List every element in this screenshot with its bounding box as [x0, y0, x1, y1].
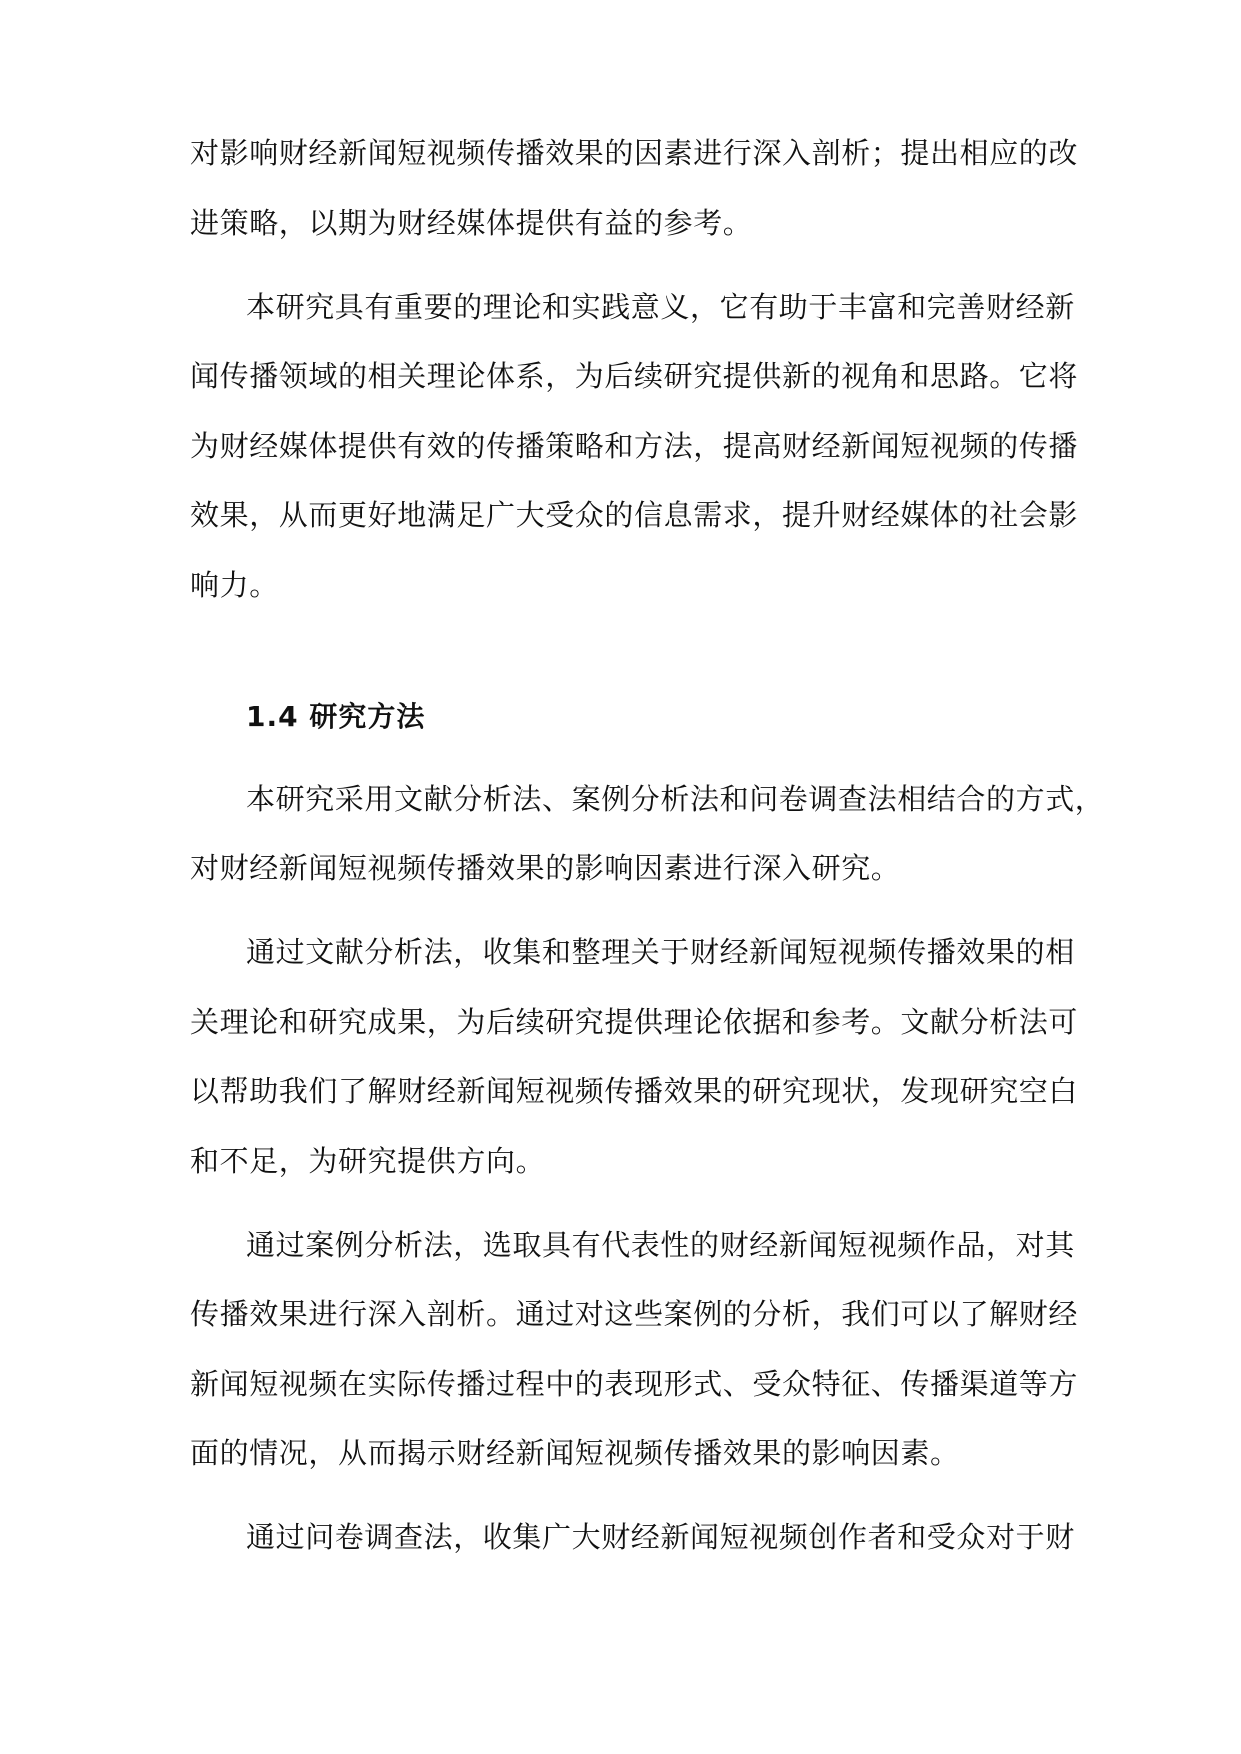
section-paragraph-3-line-2: 传播效果进行深入剖析。通过对这些案例的分析，我们可以了解财经 [190, 1297, 1079, 1331]
paragraph-2-line-4: 效果，从而更好地满足广大受众的信息需求，提升财经媒体的社会影 [190, 498, 1079, 532]
paragraph-2-line-2: 闻传播领域的相关理论体系，为后续研究提供新的视角和思路。它将 [190, 359, 1079, 393]
section-paragraph-2-line-1: 通过文献分析法，收集和整理关于财经新闻短视频传播效果的相 [246, 935, 1075, 969]
section-paragraph-2-line-3: 以帮助我们了解财经新闻短视频传播效果的研究现状，发现研究空白 [190, 1074, 1079, 1108]
section-paragraph-3-line-3: 新闻短视频在实际传播过程中的表现形式、受众特征、传播渠道等方 [190, 1367, 1079, 1401]
paragraph-2-line-1: 本研究具有重要的理论和实践意义，它有助于丰富和完善财经新 [246, 290, 1075, 324]
paragraph-2-line-3: 为财经媒体提供有效的传播策略和方法，提高财经新闻短视频的传播 [190, 429, 1079, 463]
section-paragraph-4-line-1: 通过问卷调查法，收集广大财经新闻短视频创作者和受众对于财 [246, 1520, 1075, 1554]
section-paragraph-3-line-1: 通过案例分析法，选取具有代表性的财经新闻短视频作品，对其 [246, 1228, 1075, 1262]
section-paragraph-3-line-4: 面的情况，从而揭示财经新闻短视频传播效果的影响因素。 [190, 1436, 960, 1470]
section-paragraph-2-line-2: 关理论和研究成果，为后续研究提供理论依据和参考。文献分析法可 [190, 1005, 1079, 1039]
section-heading: 1.4 研究方法 [246, 700, 426, 733]
paragraph-2-line-5: 响力。 [190, 568, 279, 602]
paragraph-1-line-2: 进策略，以期为财经媒体提供有益的参考。 [190, 206, 753, 240]
section-paragraph-1-line-2: 对财经新闻短视频传播效果的影响因素进行深入研究。 [190, 851, 901, 885]
section-paragraph-2-line-4: 和不足，为研究提供方向。 [190, 1144, 546, 1178]
paragraph-1-line-1: 对影响财经新闻短视频传播效果的因素进行深入剖析；提出相应的改 [190, 136, 1079, 170]
section-paragraph-1-line-1: 本研究采用文献分析法、案例分析法和问卷调查法相结合的方式， [246, 782, 1105, 816]
